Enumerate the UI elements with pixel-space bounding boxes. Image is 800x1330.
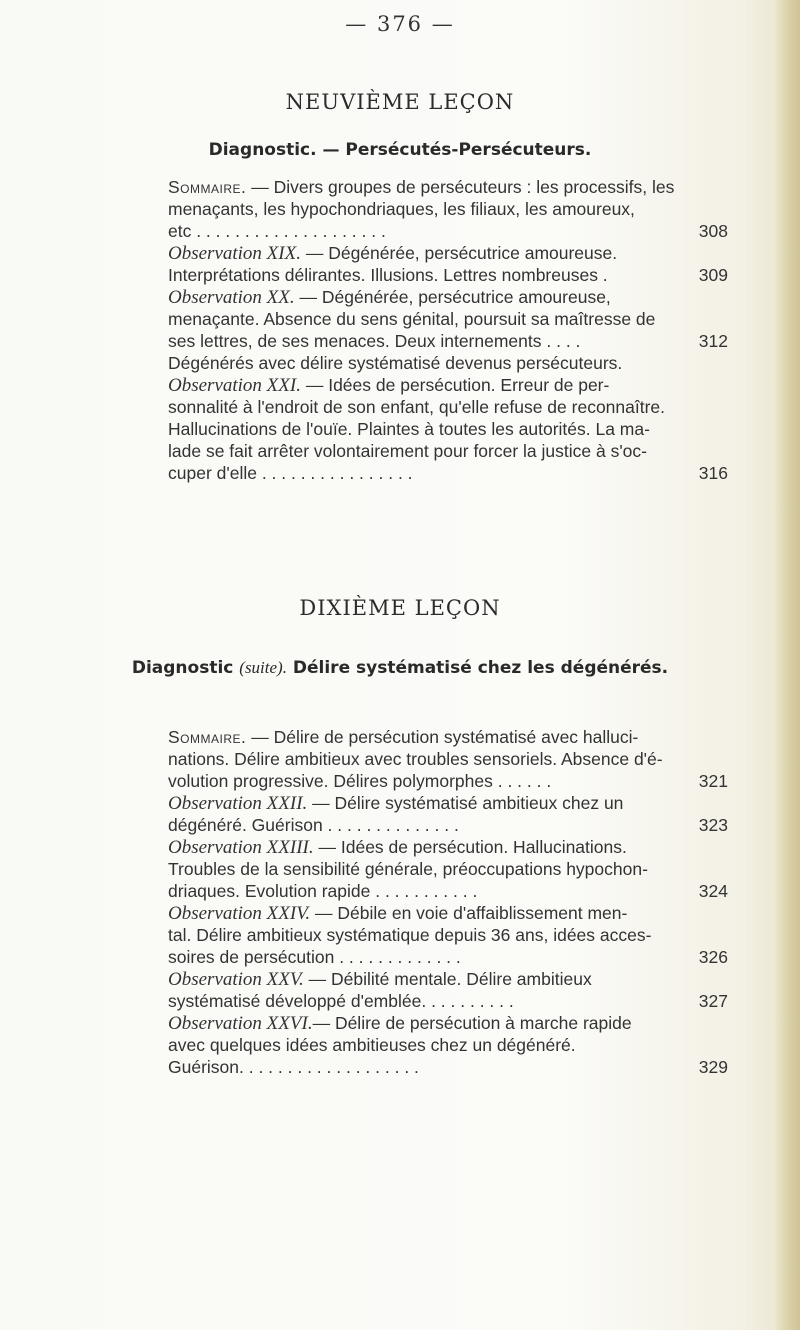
section-subtitle-2: Diagnostic (suite). Délire systématisé chez les dégénérés. [131, 658, 669, 678]
sommaire-line: sonnalité à l'endroit de son enfant, qu'elle refuse de reconnaître. [168, 397, 666, 417]
observation-line: Observation XXI. — Idées de persécution. Erreur de per- [168, 375, 610, 396]
observation-line: Observation XXIV. — Débile en voie d'affaiblissement men- [168, 903, 628, 924]
page-ref: 327 [698, 991, 728, 1011]
page-ref: 323 [698, 815, 728, 835]
sommaire-line: volution progressive. Délires polymorphes . . . . . . 321 [168, 771, 728, 791]
sommaire-line: Sommaire. — Délire de persécution systématisé avec halluci- [168, 727, 639, 747]
page-ref: 312 [698, 331, 728, 351]
sommaire-line: soires de persécution . . . . . . . . . . . . . 326 [168, 947, 728, 967]
page-ref: 308 [698, 221, 728, 241]
sommaire-line: lade se fait arrêter volontairement pour forcer la justice à s'oc- [168, 441, 647, 461]
sommaire-line: Guérison. . . . . . . . . . . . . . . . . . . 329 [168, 1057, 728, 1077]
sommaire-line: Sommaire. — Divers groupes de persécuteurs : les processifs, les [168, 177, 675, 197]
sommaire-line: driaques. Evolution rapide . . . . . . . . . . . 324 [168, 881, 728, 901]
section-subtitle-1: Diagnostic. — Persécutés-Persécuteurs. [208, 140, 592, 160]
sommaire-line: cuper d'elle . . . . . . . . . . . . . . . . 316 [168, 463, 728, 483]
sommaire-line: ses lettres, de ses menaces. Deux internements . . . . 312 [168, 331, 728, 351]
observation-line: Observation XXIII. — Idées de persécution. Hallucinations. [168, 837, 627, 858]
page-ref: 326 [698, 947, 728, 967]
sommaire-line: dégénéré. Guérison . . . . . . . . . . . . . . 323 [168, 815, 728, 835]
sommaire-line: tal. Délire ambitieux systématique depuis 36 ans, idées acces- [168, 925, 652, 945]
sommaire-line: menaçants, les hypochondriaques, les filiaux, les amoureux, [168, 199, 635, 219]
sommaire-block-2 [168, 726, 728, 1078]
sommaire-line: avec quelques idées ambitieuses chez un dégénéré. [168, 1035, 576, 1055]
lecon-title-neuvieme: NEUVIÈME LEÇON [285, 90, 515, 114]
lecon-title-dixieme: DIXIÈME LEÇON [299, 596, 501, 620]
page-ref: 309 [698, 265, 728, 285]
observation-line: Observation XXV. — Débilité mentale. Délire ambitieux [168, 969, 592, 990]
page-ref: 316 [698, 463, 728, 483]
sommaire-line: systématisé développé d'emblée. . . . . . . . . . 327 [168, 991, 728, 1011]
observation-line: Observation XIX. — Dégénérée, persécutrice amoureuse. [168, 243, 618, 264]
sommaire-block-1 [168, 176, 728, 484]
sommaire-line: menaçante. Absence du sens génital, poursuit sa maîtresse de [168, 309, 656, 329]
sommaire-line: etc . . . . . . . . . . . . . . . . . . . . 308 [168, 221, 728, 241]
sommaire-line: nations. Délire ambitieux avec troubles sensoriels. Absence d'é- [168, 749, 663, 769]
sommaire-line: Interprétations délirantes. Illusions. Lettres nombreuses . 309 [168, 265, 728, 285]
observation-line: Observation XXVI.— Délire de persécution à marche rapide [168, 1013, 632, 1034]
page-number: — 376 — [345, 12, 455, 36]
page-ref: 329 [698, 1057, 728, 1077]
sommaire-line: Troubles de la sensibilité générale, préoccupations hypochon- [168, 859, 648, 879]
observation-line: Observation XX. — Dégénérée, persécutrice amoureuse, [168, 287, 611, 308]
page-ref: 324 [698, 881, 728, 901]
observation-line: Observation XXII. — Délire systématisé ambitieux chez un [168, 793, 624, 814]
sommaire-line: Hallucinations de l'ouïe. Plaintes à toutes les autorités. La ma- [168, 419, 650, 439]
sommaire-line: Dégénérés avec délire systématisé devenus persécuteurs. [168, 353, 623, 373]
page-ref: 321 [698, 771, 728, 791]
